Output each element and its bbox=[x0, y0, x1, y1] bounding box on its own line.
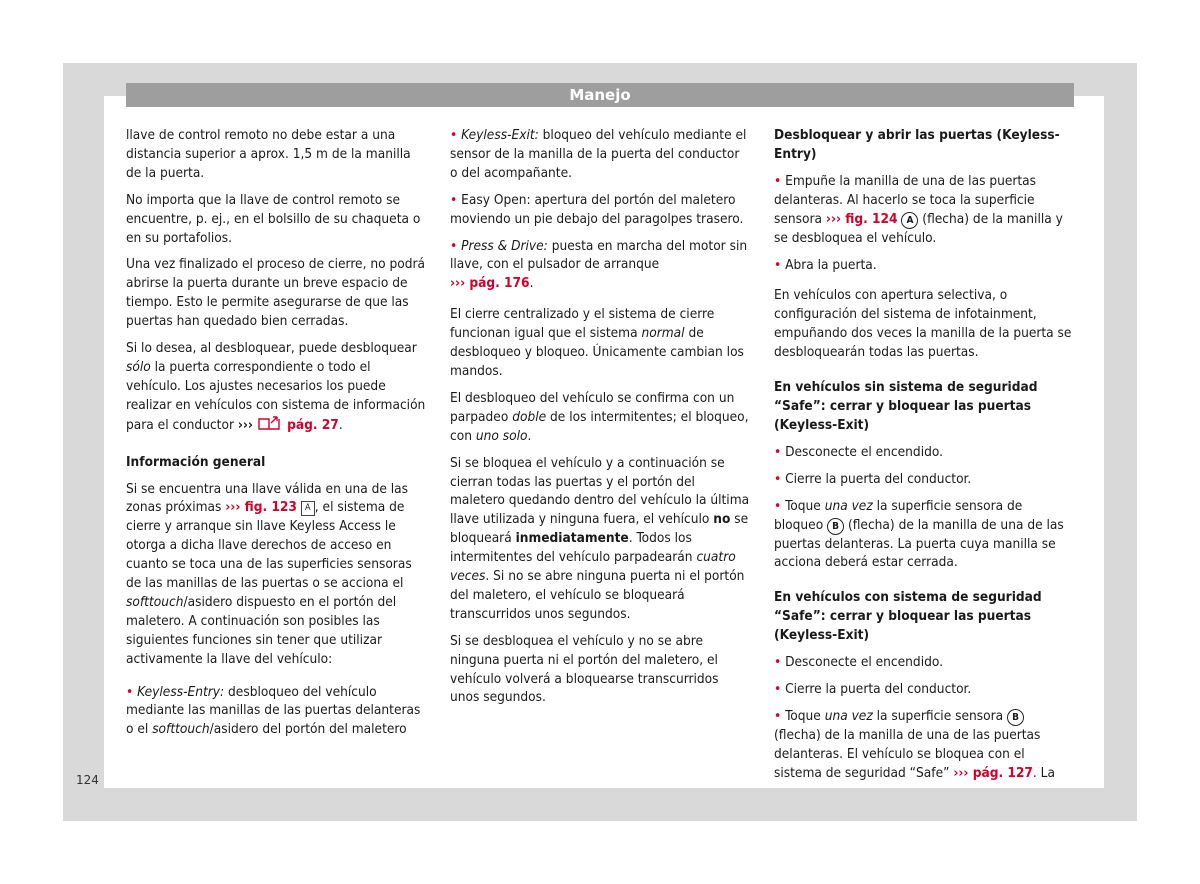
bullet-item: • Abra la puerta. bbox=[774, 256, 877, 273]
subheading: Información general bbox=[126, 453, 266, 470]
paragraph: Si se encuentra una llave válida en una de las zonas próximas ››› fig. 123 A , el sistema de cierre y arranque sin llave Keyless Access le otorga a dicha llave derechos de acceso en cuanto se toca una de las superficies sensoras de las manillas de las puertas o se acciona el softtouch/asidero dispuesto en el portón del maletero. A continuación son posibles las siguientes funciones sin tener que utilizar activamente la llave del vehículo: bbox=[126, 480, 412, 667]
bullet-icon: • bbox=[450, 237, 458, 254]
paragraph: Si se bloquea el vehículo y a continuación se cierran todas las puertas y el portón del maletero quedando dentro del vehículo la última llave utilizada y ninguna fuera, el vehículo no se bloqueará inmediatamente. Todos los intermitentes del vehículo parpadearán cuatro veces. Si no se abre ninguna puerta ni el portón del maletero, el vehículo se bloqueará transcurridos unos segundos. bbox=[450, 454, 750, 622]
page-link[interactable]: pág. 27 bbox=[287, 416, 339, 433]
paragraph: El desbloqueo del vehículo se confirma con un parpadeo doble de los intermitentes; el bloqueo, con uno solo. bbox=[450, 389, 749, 444]
callout-label: B bbox=[827, 518, 844, 535]
bullet-item: • Keyless-Entry: desbloqueo del vehículo mediante las manillas de las puertas delanteras o el softtouch/asidero del portón del maletero bbox=[126, 683, 421, 738]
bullet-icon: • bbox=[774, 680, 782, 697]
bullet-icon: • bbox=[774, 443, 782, 460]
bullet-item: • Cierre la puerta del conductor. bbox=[774, 470, 972, 487]
callout-label: B bbox=[1007, 709, 1024, 726]
paragraph: En vehículos con apertura selectiva, o configuración del sistema de infotainment, empuñando dos veces la manilla de la puerta se desbloquearán todas las puertas. bbox=[774, 287, 1072, 361]
subheading: Desbloquear y abrir las puertas (Keyless-Entry) bbox=[774, 127, 1060, 162]
column-left bbox=[126, 126, 426, 747]
bullet-item: • Toque una vez la superficie sensora B (flecha) de la manilla de una de las puertas delanteras. El vehículo se bloquea con el sistema de seguridad “Safe” ››› pág. 127. La bbox=[774, 707, 1055, 781]
book-icon bbox=[257, 415, 283, 437]
subheading: En vehículos con sistema de seguridad “Safe”: cerrar y bloquear las puertas (Keyless-Exit) bbox=[774, 589, 1042, 644]
bullet-item: • Toque una vez la superficie sensora de bloqueo B (flecha) de la manilla de una de las puertas delanteras. La puerta cuya manilla se acciona deberá estar cerrada. bbox=[774, 497, 1064, 571]
bullet-icon: • bbox=[774, 707, 782, 724]
paragraph: El cierre centralizado y el sistema de cierre funcionan igual que el sistema normal de desbloqueo y bloqueo. Únicamente cambian los mandos. bbox=[450, 306, 744, 379]
paragraph: llave de control remoto no debe estar a una distancia superior a aprox. 1,5 m de la manilla de la puerta. bbox=[126, 127, 411, 181]
bullet-icon: • bbox=[774, 497, 782, 514]
bullet-item: • Desconecte el encendido. bbox=[774, 443, 943, 460]
bullet-item: • Keyless-Exit: bloqueo del vehículo mediante el sensor de la manilla de la puerta del conductor o del acompañante. bbox=[450, 127, 747, 181]
bullet-item: • Desconecte el encendido. bbox=[774, 654, 943, 671]
bullet-item: • Press & Drive: puesta en marcha del motor sin llave, con el pulsador de arranque ››› pág. 176. bbox=[450, 237, 748, 292]
bullet-item: • Empuñe la manilla de una de las puertas delanteras. Al hacerlo se toca la superficie sensora ››› fig. 124 A (flecha) de la manilla y se desbloquea el vehículo. bbox=[774, 172, 1063, 246]
bullet-item: • Easy Open: apertura del portón del maletero moviendo un pie debajo del paragolpes trasero. bbox=[450, 191, 744, 227]
section-title: Manejo bbox=[569, 86, 631, 104]
bullet-icon: • bbox=[774, 256, 782, 273]
page-link[interactable]: ››› pág. 176 bbox=[450, 275, 530, 292]
paragraph: Si se desbloquea el vehículo y no se abre ninguna puerta ni el portón del maletero, el vehículo volverá a bloquearse transcurridos unos segundos. bbox=[450, 632, 719, 706]
subheading: En vehículos sin sistema de seguridad “Safe”: cerrar y bloquear las puertas (Keyless-Exit) bbox=[774, 379, 1038, 433]
callout-label: A bbox=[901, 212, 918, 229]
bullet-icon: • bbox=[126, 683, 134, 700]
figure-link[interactable]: ››› fig. 124 bbox=[825, 210, 898, 227]
bullet-icon: • bbox=[774, 470, 782, 487]
bullet-icon: • bbox=[450, 191, 458, 208]
page-number: 124 bbox=[76, 773, 99, 787]
figure-label: A bbox=[301, 501, 315, 516]
paragraph: Una vez finalizado el proceso de cierre, no podrá abrirse la puerta durante un breve espacio de tiempo. Esto le permite asegurarse de que las puertas han quedado bien cerradas. bbox=[126, 256, 425, 330]
page-link[interactable]: ››› pág. 127 bbox=[953, 764, 1033, 781]
bullet-icon: • bbox=[774, 654, 782, 671]
figure-link[interactable]: ››› fig. 123 bbox=[225, 499, 297, 516]
bullet-item: • Cierre la puerta del conductor. bbox=[774, 680, 972, 697]
section-header bbox=[126, 83, 1074, 107]
paragraph: Si lo desea, al desbloquear, puede desbloquear sólo la puerta correspondiente o todo el vehículo. Los ajustes necesarios los puede realizar en vehículos con sistema de información para el conductor ››› pág. 27. bbox=[126, 339, 426, 437]
bullet-icon: • bbox=[774, 172, 782, 189]
paragraph: No importa que la llave de control remoto se encuentre, p. ej., en el bolsillo de su chaqueta o en su portafolios. bbox=[126, 191, 421, 246]
bullet-icon: • bbox=[450, 127, 458, 143]
column-middle bbox=[450, 126, 750, 715]
column-right bbox=[774, 126, 1074, 791]
